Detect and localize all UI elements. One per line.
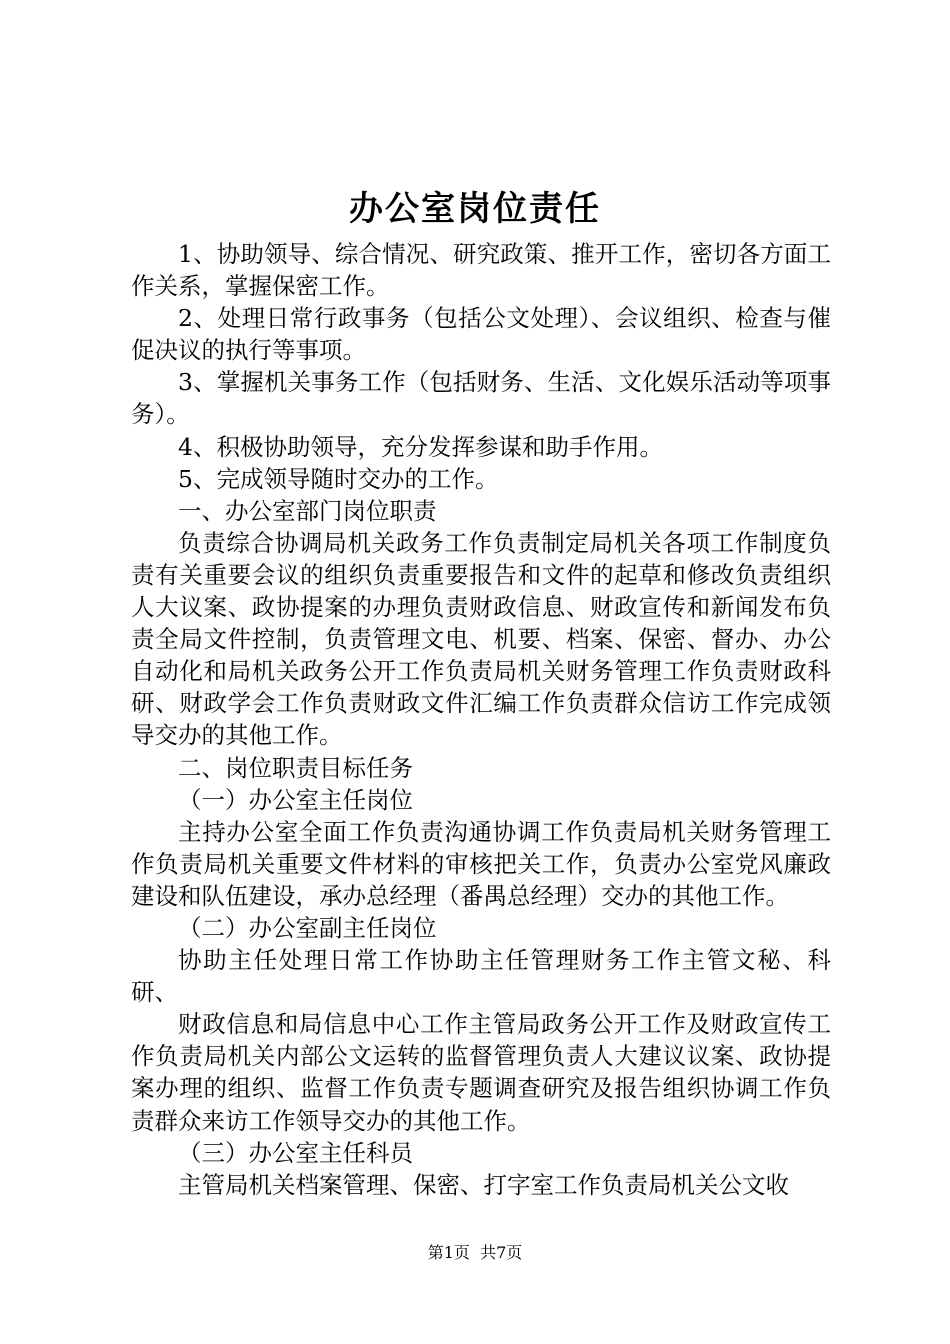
paragraph-item-5: 5、完成领导随时交办的工作。 <box>178 464 499 493</box>
deputy-director-duties-continued: 财政信息和局信息中心工作主管局政务公开工作及财政宣传工作负责局机关内部公文运转的监督管理负责人大建议议案、政协提案办理的组织、监督工作负责专题调查研究及报告组织协调工作负责群众来访工作领导交办的其他工作。 <box>131 1010 831 1135</box>
total-pages: 共7页 <box>480 1243 523 1262</box>
section-heading-1: 一、办公室部门岗位职责 <box>178 496 437 525</box>
subsection-heading-deputy-director: （二）办公室副主任岗位 <box>178 913 437 942</box>
page-footer <box>0 1242 950 1264</box>
principal-clerk-duties-paragraph: 主管局机关档案管理、保密、打字室工作负责局机关公文收 <box>178 1170 789 1199</box>
deputy-director-duties-paragraph: 协助主任处理日常工作协助主任管理财务工作主管文秘、科研、 <box>131 946 831 1007</box>
page-number: 第1页 <box>427 1243 470 1262</box>
subsection-heading-principal-clerk: （三）办公室主任科员 <box>178 1138 413 1167</box>
document-title: 办公室岗位责任 <box>349 189 601 229</box>
paragraph-item-3: 3、掌握机关事务工作（包括财务、生活、文化娱乐活动等项事务）。 <box>131 368 831 429</box>
section-heading-2: 二、岗位职责目标任务 <box>178 753 413 782</box>
paragraph-item-1: 1、协助领导、综合情况、研究政策、推开工作，密切各方面工作关系，掌握保密工作。 <box>131 240 831 301</box>
paragraph-item-2: 2、处理日常行政事务（包括公文处理）、会议组织、检查与催促决议的执行等事项。 <box>131 304 831 365</box>
director-duties-paragraph: 主持办公室全面工作负责沟通协调工作负责局机关财务管理工作负责局机关重要文件材料的审核把关工作，负责办公室党风廉政建设和队伍建设，承办总经理（番禺总经理）交办的其他工作。 <box>131 817 831 910</box>
document-body <box>131 238 831 1201</box>
department-duties-paragraph: 负责综合协调局机关政务工作负责制定局机关各项工作制度负责有关重要会议的组织负责重要报告和文件的起草和修改负责组织人大议案、政协提案的办理负责财政信息、财政宣传和新闻发布负责全局文件控制，负责管理文电、机要、档案、保密、督办、办公自动化和局机关政务公开工作负责局机关财务管理工作负责财政科研、财政学会工作负责财政文件汇编工作负责群众信访工作完成领导交办的其他工作。 <box>131 528 831 750</box>
paragraph-item-4: 4、积极协助领导，充分发挥参谋和助手作用。 <box>178 432 663 461</box>
subsection-heading-director: （一）办公室主任岗位 <box>178 785 413 814</box>
